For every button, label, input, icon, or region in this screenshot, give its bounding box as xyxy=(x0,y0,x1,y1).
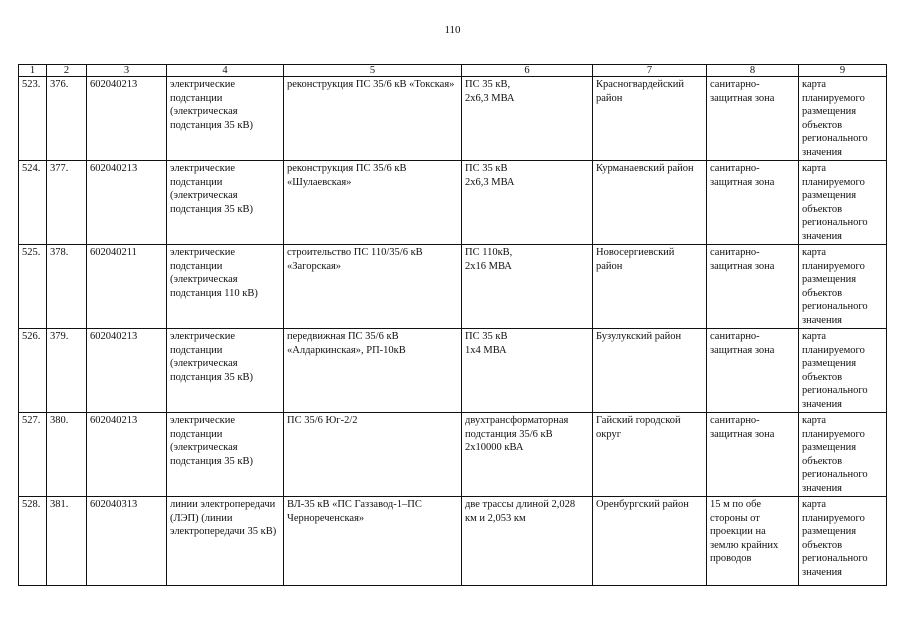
characteristics-cell: двухтрансформаторная подстанция 35/6 кВ 2х10000 кВА xyxy=(462,413,593,497)
table-row xyxy=(19,77,887,161)
object-name-cell: передвижная ПС 35/6 кВ «Алдаркинская», РП-10кВ xyxy=(284,329,462,413)
header-row xyxy=(19,65,887,77)
code-cell: 602040213 xyxy=(87,413,167,497)
location-cell: Гайский городской округ xyxy=(593,413,707,497)
zone-cell: санитарно-защитная зона xyxy=(707,161,799,245)
map-reference-cell: карта планируемого размещения объектов регионального значения xyxy=(799,77,887,161)
object-number-cell: 377. xyxy=(47,161,87,245)
code-cell: 602040313 xyxy=(87,497,167,586)
code-cell: 602040211 xyxy=(87,245,167,329)
column-header: 1 xyxy=(19,65,47,77)
object-number-cell: 378. xyxy=(47,245,87,329)
table-row xyxy=(19,161,887,245)
column-header: 7 xyxy=(593,65,707,77)
object-type-cell: электрические подстанции (электрическая подстанция 35 кВ) xyxy=(167,77,284,161)
map-reference-cell: карта планируемого размещения объектов регионального значения xyxy=(799,245,887,329)
object-number-cell: 379. xyxy=(47,329,87,413)
page-number: 110 xyxy=(444,24,461,36)
object-name-cell: строительство ПС 110/35/6 кВ «Загорская» xyxy=(284,245,462,329)
column-header: 3 xyxy=(87,65,167,77)
map-reference-cell: карта планируемого размещения объектов регионального значения xyxy=(799,329,887,413)
row-number-cell: 525. xyxy=(19,245,47,329)
column-header: 2 xyxy=(47,65,87,77)
column-header: 5 xyxy=(284,65,462,77)
zone-cell: санитарно-защитная зона xyxy=(707,77,799,161)
object-type-cell: электрические подстанции (электрическая подстанция 35 кВ) xyxy=(167,413,284,497)
location-cell: Курманаевский район xyxy=(593,161,707,245)
characteristics-cell: ПС 35 кВ 1х4 МВА xyxy=(462,329,593,413)
object-name-cell: ПС 35/6 Юг-2/2 xyxy=(284,413,462,497)
object-type-cell: линии электропередачи (ЛЭП) (линии электропередачи 35 кВ) xyxy=(167,497,284,586)
location-cell: Оренбургский район xyxy=(593,497,707,586)
object-number-cell: 381. xyxy=(47,497,87,586)
object-name-cell: реконструкция ПС 35/6 кВ «Токская» xyxy=(284,77,462,161)
location-cell: Бузулукский район xyxy=(593,329,707,413)
map-reference-cell: карта планируемого размещения объектов регионального значения xyxy=(799,161,887,245)
row-number-cell: 523. xyxy=(19,77,47,161)
table-row xyxy=(19,497,887,586)
row-number-cell: 526. xyxy=(19,329,47,413)
characteristics-cell: две трассы длиной 2,028 км и 2,053 км xyxy=(462,497,593,586)
characteristics-cell: ПС 110кВ, 2х16 МВА xyxy=(462,245,593,329)
location-cell: Красногвардейский район xyxy=(593,77,707,161)
location-cell: Новосергиевский район xyxy=(593,245,707,329)
row-number-cell: 527. xyxy=(19,413,47,497)
map-reference-cell: карта планируемого размещения объектов регионального значения xyxy=(799,497,887,586)
map-reference-cell: карта планируемого размещения объектов регионального значения xyxy=(799,413,887,497)
code-cell: 602040213 xyxy=(87,77,167,161)
zone-cell: санитарно-защитная зона xyxy=(707,329,799,413)
object-name-cell: ВЛ-35 кВ «ПС Газзавод-1–ПС Чернореченская» xyxy=(284,497,462,586)
row-number-cell: 528. xyxy=(19,497,47,586)
object-number-cell: 376. xyxy=(47,77,87,161)
column-header: 8 xyxy=(707,65,799,77)
object-type-cell: электрические подстанции (электрическая подстанция 35 кВ) xyxy=(167,329,284,413)
object-type-cell: электрические подстанции (электрическая подстанция 35 кВ) xyxy=(167,161,284,245)
table-row xyxy=(19,245,887,329)
object-number-cell: 380. xyxy=(47,413,87,497)
column-header: 9 xyxy=(799,65,887,77)
object-name-cell: реконструкция ПС 35/6 кВ «Шулаевская» xyxy=(284,161,462,245)
zone-cell: санитарно-защитная зона xyxy=(707,413,799,497)
code-cell: 602040213 xyxy=(87,329,167,413)
zone-cell: санитарно-защитная зона xyxy=(707,245,799,329)
code-cell: 602040213 xyxy=(87,161,167,245)
characteristics-cell: ПС 35 кВ, 2х6,3 МВА xyxy=(462,77,593,161)
table-row xyxy=(19,413,887,497)
row-number-cell: 524. xyxy=(19,161,47,245)
zone-cell: 15 м по обе стороны от проекции на землю крайних проводов xyxy=(707,497,799,586)
column-header: 4 xyxy=(167,65,284,77)
object-type-cell: электрические подстанции (электрическая подстанция 110 кВ) xyxy=(167,245,284,329)
characteristics-cell: ПС 35 кВ 2х6,3 МВА xyxy=(462,161,593,245)
table-row xyxy=(19,329,887,413)
objects-table xyxy=(18,64,887,586)
column-header: 6 xyxy=(462,65,593,77)
